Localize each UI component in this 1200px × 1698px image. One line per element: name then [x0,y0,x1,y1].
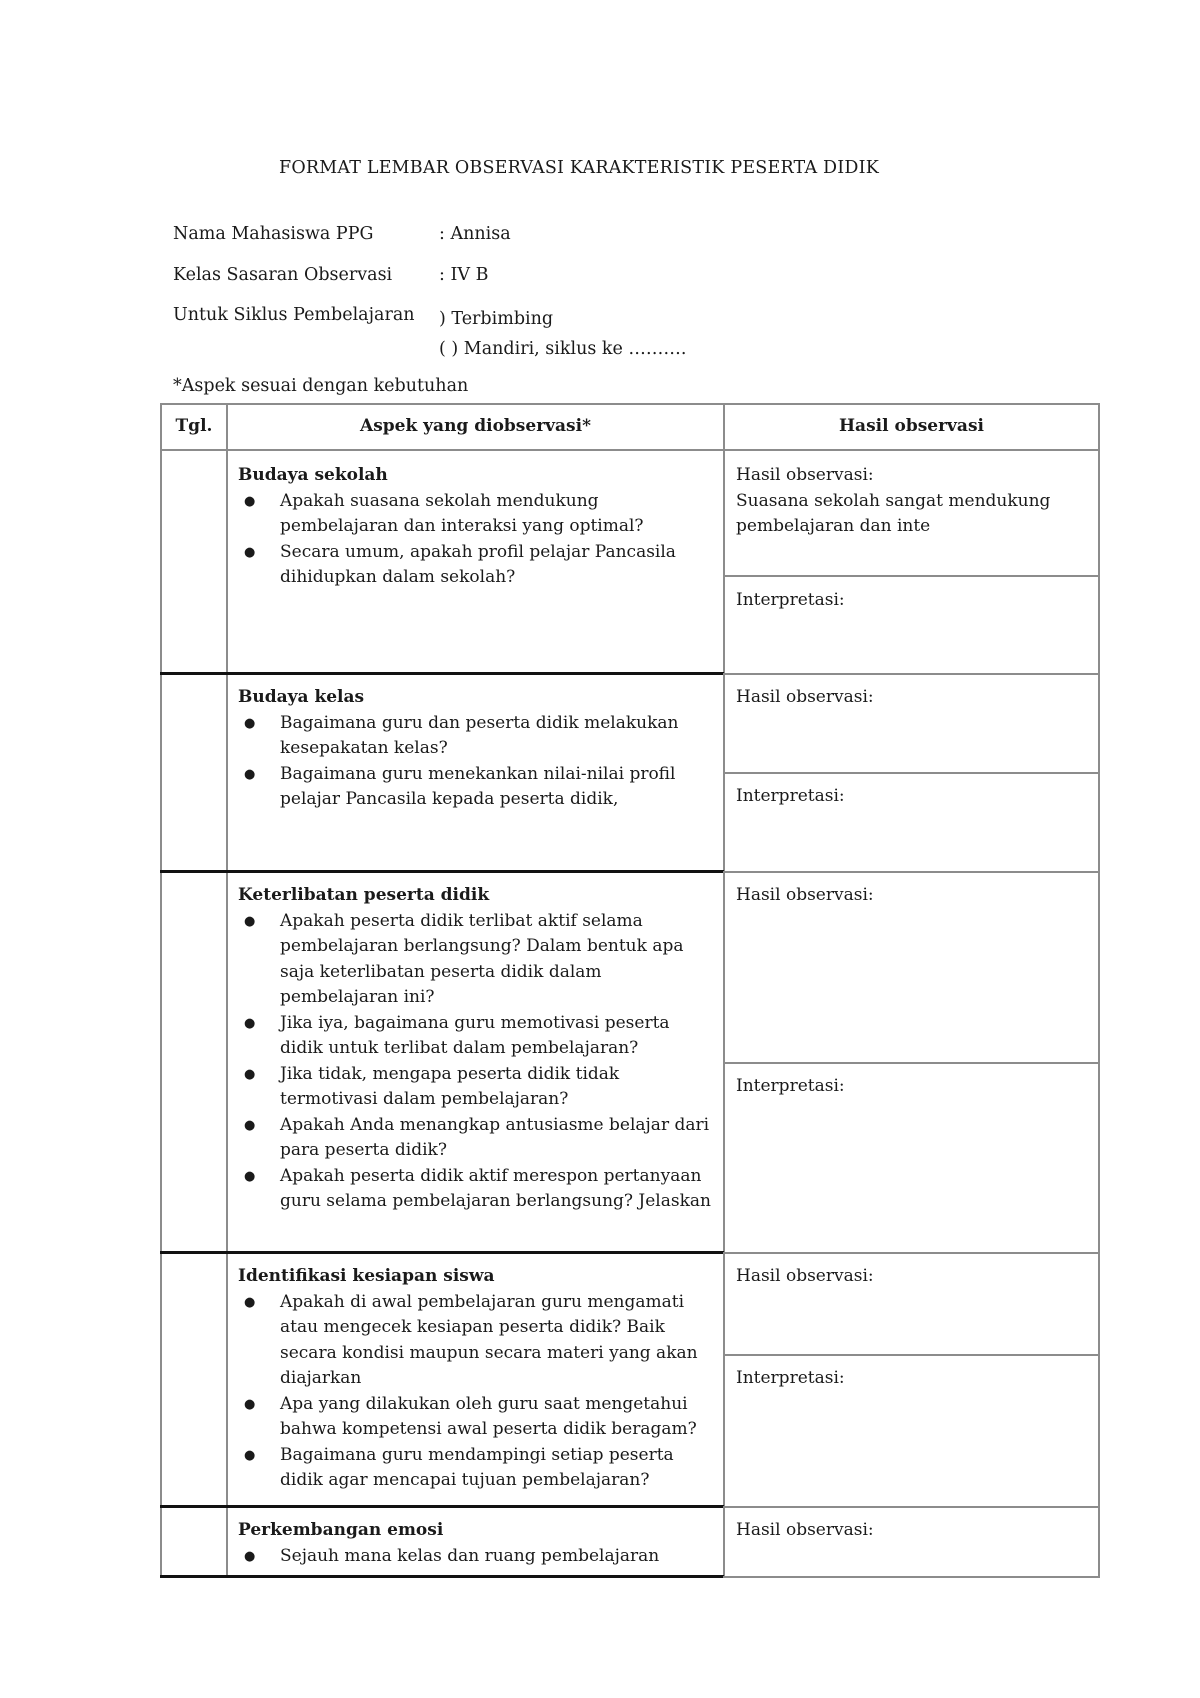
question-item: ● Apakah di awal pembelajaran guru mengamati atau mengecek kesiapan peserta didik? Baik secara kondisi maupun secara materi yang akan diajarkan [238,1290,716,1392]
table-border-left [160,403,162,1578]
question-item: ● Sejauh mana kelas dan ruang pembelajaran [238,1544,716,1570]
interpretation-label: Interpretasi: [736,1368,845,1388]
question-item: ● Bagaimana guru mendampingi setiap peserta didik agar mencapai tujuan pembelajaran? [238,1443,716,1494]
result-label: Hasil observasi: [736,1266,874,1286]
interpretation-cell [736,1074,1091,1100]
interpretation-label: Interpretasi: [736,786,845,806]
header-border [160,449,1100,451]
result-cell [736,1264,1091,1290]
question-list [238,489,716,591]
result-label: Hasil observasi: [736,687,874,707]
cycle-option-independent: ( ) Mandiri, siklus ke ………. [439,339,687,359]
header-result: Hasil observasi [839,416,984,436]
question-item: ● Apakah peserta didik terlibat aktif selama pembelajaran berlangsung? Dalam bentuk apa saja keterlibatan peserta didik dalam pembelajaran ini? [238,909,716,1011]
question-item: ● Jika iya, bagaimana guru memotivasi peserta didik untuk terlibat dalam pembelajaran? [238,1011,716,1062]
class-value: : IV B [439,265,489,285]
table-border-top [160,403,1100,405]
aspect-cell-school-culture [238,463,716,591]
row-border-4 [160,1505,724,1508]
question-item: ● Bagaimana guru menekankan nilai-nilai profil pelajar Pancasila kepada peserta didik, [238,762,716,813]
table-border-right [1098,403,1100,1578]
cycle-label: Untuk Siklus Pembelajaran [173,305,415,325]
interpretation-cell [736,1366,1091,1392]
row-border-2 [160,870,724,873]
student-value: : Annisa [439,224,511,244]
aspect-cell-emotional-development [238,1518,716,1569]
header-date: Tgl. [175,416,213,436]
question-list [238,1290,716,1494]
split-border-2 [723,772,1100,774]
result-label: Hasil observasi: [736,465,874,485]
row-border-1-right [723,673,1100,675]
aspect-heading: Keterlibatan peserta didik [238,885,490,905]
table-border-bottom-right [723,1576,1100,1578]
aspect-heading: Budaya kelas [238,687,365,707]
question-list [238,711,716,813]
class-label: Kelas Sasaran Observasi [173,265,393,285]
result-cell [736,883,1091,909]
result-label: Hasil observasi: [736,1520,874,1540]
observation-table [160,403,1100,1578]
result-label: Hasil observasi: [736,885,874,905]
result-text[interactable]: Suasana sekolah sangat mendukung pembelajaran dan inte [736,490,1051,536]
question-item: ● Secara umum, apakah profil pelajar Pancasila dihidupkan dalam sekolah? [238,540,716,591]
question-list [238,909,716,1215]
row-border-1 [160,672,724,675]
question-item: ● Apakah Anda menangkap antusiasme belajar dari para peserta didik? [238,1113,716,1164]
result-cell [736,685,1091,711]
interpretation-label: Interpretasi: [736,1076,845,1096]
result-cell [736,1518,1091,1544]
aspect-heading: Perkembangan emosi [238,1520,444,1540]
aspect-cell-readiness [238,1264,716,1494]
row-border-3-right [723,1252,1100,1254]
interpretation-label: Interpretasi: [736,590,845,610]
row-border-4-right [723,1506,1100,1508]
split-border-1 [723,575,1100,577]
aspect-heading: Identifikasi kesiapan siswa [238,1266,495,1286]
table-border-bottom [160,1575,724,1578]
row-border-3 [160,1251,724,1254]
question-list [238,1544,716,1570]
question-item: ● Apakah peserta didik aktif merespon pertanyaan guru selama pembelajaran berlangsung? Jelaskan [238,1164,716,1215]
table-divider-aspect [723,403,725,1578]
student-label: Nama Mahasiswa PPG [173,224,374,244]
interpretation-cell [736,588,1091,614]
interpretation-cell [736,784,1091,810]
aspect-cell-student-engagement [238,883,716,1215]
question-item: ● Apa yang dilakukan oleh guru saat mengetahui bahwa kompetensi awal peserta didik beragam? [238,1392,716,1443]
question-item: ● Jika tidak, mengapa peserta didik tidak termotivasi dalam pembelajaran? [238,1062,716,1113]
table-divider-date [226,403,228,1578]
aspect-note: *Aspek sesuai dengan kebutuhan [173,376,469,396]
row-border-2-right [723,871,1100,873]
question-item: ● Apakah suasana sekolah mendukung pembelajaran dan interaksi yang optimal? [238,489,716,540]
cycle-option-guided: ) Terbimbing [439,309,554,329]
split-border-3 [723,1062,1100,1064]
header-aspect: Aspek yang diobservasi* [360,416,591,436]
aspect-heading: Budaya sekolah [238,465,388,485]
split-border-4 [723,1354,1100,1356]
aspect-cell-class-culture [238,685,716,813]
document-title: FORMAT LEMBAR OBSERVASI KARAKTERISTIK PESERTA DIDIK [278,158,880,178]
question-item: ● Bagaimana guru dan peserta didik melakukan kesepakatan kelas? [238,711,716,762]
result-cell [736,463,1091,540]
